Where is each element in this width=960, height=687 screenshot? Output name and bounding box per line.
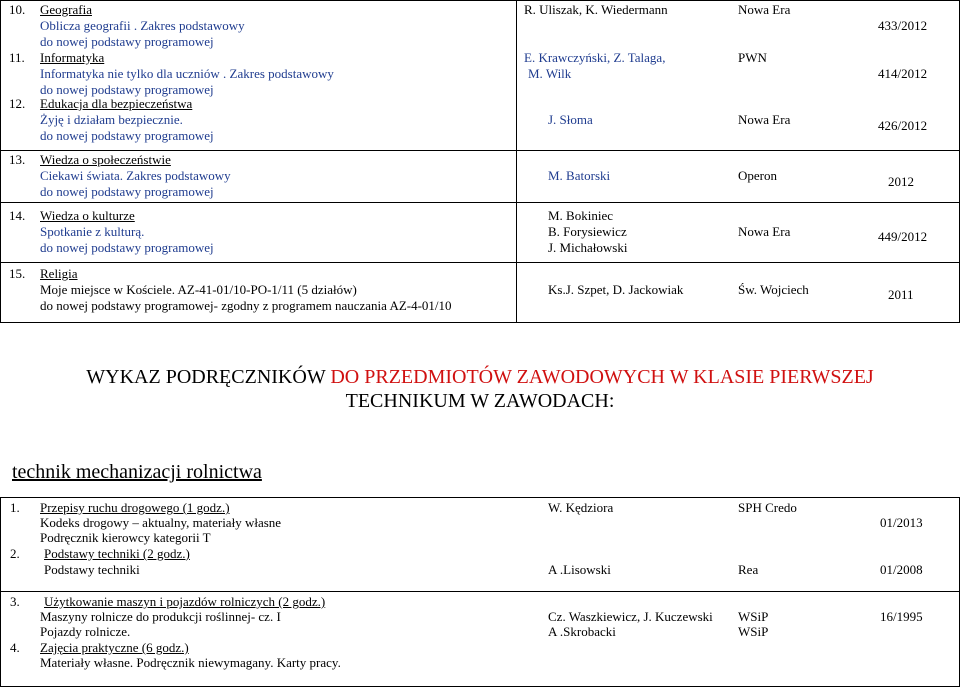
publisher: Nowa Era [738, 2, 791, 17]
book-note: Podręcznik kierowcy kategorii T [40, 530, 211, 545]
author: W. Kędziora [548, 500, 614, 515]
author: B. Forysiewicz [548, 224, 627, 239]
book-note: do nowej podstawy programowej [40, 240, 214, 255]
book-note: do nowej podstawy programowej [40, 128, 214, 143]
book-note: do nowej podstawy programowej- zgodny z programem nauczania AZ-4-01/10 [40, 298, 452, 313]
publisher: WSiP [738, 624, 769, 639]
publisher: SPH Credo [738, 500, 797, 515]
subject-title: Użytkowanie maszyn i pojazdów rolniczych (2 godz.) [44, 594, 326, 609]
publisher: Rea [738, 562, 759, 577]
book-title: Spotkanie z kulturą. [40, 224, 145, 239]
book-title: Maszyny rolnicze do produkcji roślinnej- cz. I [40, 609, 281, 624]
row-number: 12. [9, 96, 26, 111]
author: Cz. Waszkiewicz, J. Kuczewski [548, 609, 713, 624]
publisher: PWN [738, 50, 767, 65]
row-number: 13. [9, 152, 26, 167]
book-note: do nowej podstawy programowej [40, 34, 214, 49]
author: A .Skrobacki [548, 624, 616, 639]
subject-title: Wiedza o kulturze [40, 208, 135, 223]
section-subheading: TECHNIKUM W ZAWODACH: [345, 390, 615, 412]
book-title: Kodeks drogowy – aktualny, materiały własne [40, 515, 282, 530]
approval-number: 2011 [888, 287, 914, 302]
approval-number: 01/2008 [880, 562, 923, 577]
book-title: Materiały własne. Podręcznik niewymagany. Karty pracy. [40, 655, 341, 670]
subject-title: Zajęcia praktyczne (6 godz.) [40, 640, 189, 655]
row-number: 4. [10, 640, 20, 655]
row-number: 3. [10, 594, 20, 609]
subject-title: Edukacja dla bezpieczeństwa [40, 96, 193, 111]
approval-number: 16/1995 [880, 609, 923, 624]
author: J. Słoma [548, 112, 593, 127]
book-title: Żyję i działam bezpiecznie. [40, 112, 183, 127]
publisher: WSiP [738, 609, 769, 624]
approval-number: 414/2012 [878, 66, 928, 81]
publisher: Św. Wojciech [738, 282, 809, 297]
book-title: Pojazdy rolnicze. [40, 624, 131, 639]
book-title: Oblicza geografii . Zakres podstawowy [40, 18, 245, 33]
author: J. Michałowski [548, 240, 628, 255]
row-number: 1. [10, 500, 20, 515]
book-title: Moje miejsce w Kościele. AZ-41-01/10-PO-1/11 (5 działów) [40, 282, 357, 297]
heading-red: DO PRZEDMIOTÓW ZAWODOWYCH W KLASIE PIERWSZEJ [330, 366, 874, 388]
subject-title: Geografia [40, 2, 92, 17]
author: M. Batorski [548, 168, 611, 183]
section-heading [0, 365, 960, 389]
approval-number: 01/2013 [880, 515, 923, 530]
book-note: do nowej podstawy programowej [40, 184, 214, 199]
book-title: Podstawy techniki [44, 562, 140, 577]
approval-number: 449/2012 [878, 229, 928, 244]
publisher: Operon [738, 168, 777, 183]
author: M. Bokiniec [548, 208, 613, 223]
author: A .Lisowski [548, 562, 611, 577]
book-title: Informatyka nie tylko dla uczniów . Zakres podstawowy [40, 66, 334, 81]
row-number: 15. [9, 266, 26, 281]
profession-title: technik mechanizacji rolnictwa [12, 461, 262, 483]
subject-title: Religia [40, 266, 78, 281]
subject-title: Informatyka [40, 50, 105, 65]
subject-title: Przepisy ruchu drogowego (1 godz.) [40, 500, 230, 515]
row-number: 11. [9, 50, 25, 65]
approval-number: 433/2012 [878, 18, 928, 33]
author: E. Krawczyński, Z. Talaga, [524, 50, 666, 65]
row-number: 14. [9, 208, 26, 223]
approval-number: 2012 [888, 174, 914, 189]
approval-number: 426/2012 [878, 118, 928, 133]
publisher: Nowa Era [738, 112, 791, 127]
author: M. Wilk [528, 66, 572, 81]
heading-black: WYKAZ PODRĘCZNIKÓW [86, 366, 326, 388]
row-number: 10. [9, 2, 26, 17]
author: R. Uliszak, K. Wiedermann [524, 2, 668, 17]
book-title: Ciekawi świata. Zakres podstawowy [40, 168, 231, 183]
subject-title: Wiedza o społeczeństwie [40, 152, 171, 167]
book-note: do nowej podstawy programowej [40, 82, 214, 97]
subject-title: Podstawy techniki (2 godz.) [44, 546, 190, 561]
publisher: Nowa Era [738, 224, 791, 239]
author: Ks.J. Szpet, D. Jackowiak [548, 282, 684, 297]
row-number: 2. [10, 546, 20, 561]
